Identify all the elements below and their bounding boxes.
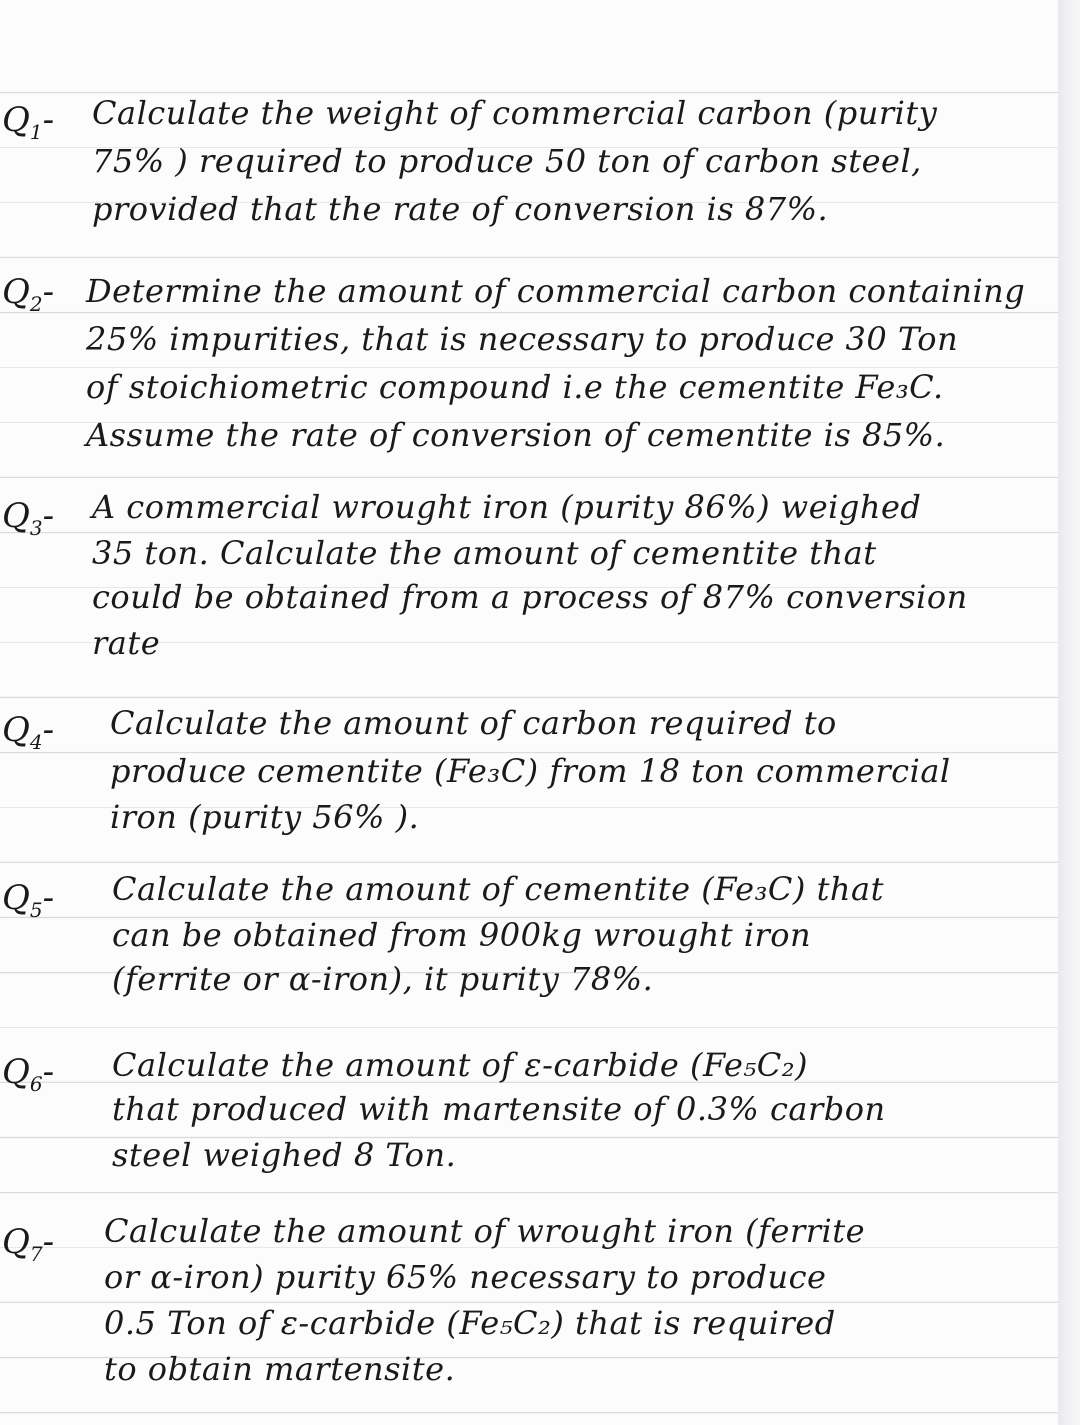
question-text-line: steel weighed 8 Ton. [112, 1136, 457, 1174]
question-text-line: that produced with martensite of 0.3% carbon [112, 1090, 886, 1128]
question-text-line: Calculate the amount of cementite (Fe₃C) that [112, 870, 884, 908]
question-text-line: 0.5 Ton of ε-carbide (Fe₅C₂) that is required [104, 1304, 836, 1342]
question-text-line: can be obtained from 900kg wrought iron [112, 916, 812, 954]
question-text-line: produce cementite (Fe₃C) from 18 ton commercial [110, 752, 951, 790]
question-text-line: rate [92, 624, 161, 662]
question-text-line: to obtain martensite. [104, 1350, 456, 1388]
question-text-line: 25% impurities, that is necessary to produce 30 Ton [86, 320, 959, 358]
question-text-line: could be obtained from a process of 87% conversion [92, 578, 968, 616]
question-text-line: Calculate the amount of wrought iron (ferrite [104, 1212, 866, 1250]
question-label: $Q_5-$ [2, 878, 55, 922]
question-text-line: (ferrite or α-iron), it purity 78%. [112, 960, 654, 998]
question-text-line: Calculate the amount of carbon required to [110, 704, 837, 742]
question-text-line: Assume the rate of conversion of cementite is 85%. [86, 416, 946, 454]
question-text-line: 75% ) required to produce 50 ton of carbon steel, [92, 142, 922, 180]
question-text-line: A commercial wrought iron (purity 86%) weighed [92, 488, 922, 526]
question-label: $Q_7-$ [2, 1222, 55, 1266]
question-text-line: 35 ton. Calculate the amount of cementite that [92, 534, 877, 572]
question-label: $Q_4-$ [2, 710, 55, 754]
question-text-line: or α-iron) purity 65% necessary to produce [104, 1258, 827, 1296]
question-text-line: Determine the amount of commercial carbon containing [86, 272, 1026, 310]
question-text-line: of stoichiometric compound i.e the cementite Fe₃C. [86, 368, 944, 406]
question-text-line: Calculate the weight of commercial carbon (purity [92, 94, 938, 132]
question-label: $Q_6-$ [2, 1052, 55, 1096]
question-label: $Q_3-$ [2, 496, 55, 540]
question-text-line: provided that the rate of conversion is 87%. [92, 190, 829, 228]
question-label: $Q_2-$ [2, 272, 55, 316]
question-label: $Q_1-$ [2, 100, 55, 144]
question-text-line: iron (purity 56% ). [110, 798, 420, 836]
page-edge-shadow [1058, 0, 1080, 1425]
question-text-line: Calculate the amount of ε-carbide (Fe₅C₂) [112, 1046, 808, 1084]
